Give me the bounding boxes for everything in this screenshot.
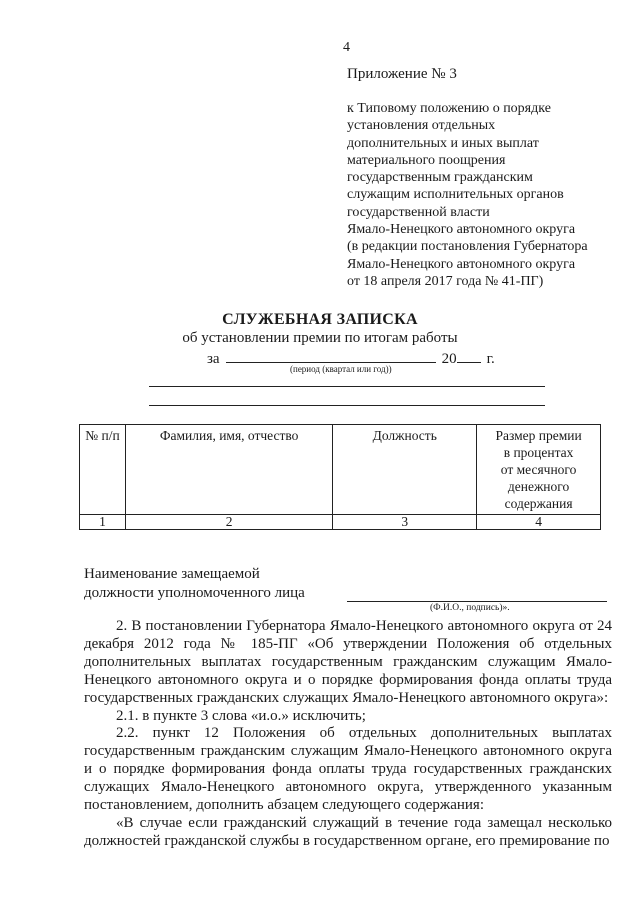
year-blank [457,348,481,363]
annex-line: Ямало-Ненецкого автономного округа [347,222,576,238]
header-bonus-percent: Размер премии в процентах от месячного денежного содержания [477,425,601,515]
signature-label-line: должности уполномоченного лица [84,585,305,601]
annex-title: Приложение № 3 [347,66,457,82]
paragraph: 2.1. в пункте 3 слова «и.о.» исключить; [116,707,366,724]
annex-line: (в редакции постановления Губернатора [347,239,588,255]
annex-line: Ямало-Ненецкого автономного округа [347,256,576,272]
za-prefix: за [207,351,220,367]
header-position: Должность [333,425,477,515]
annex-line: дополнительных и иных выплат [347,135,539,151]
paragraph: 2. В постановлении Губернатора Ямало-Ненецкого автономного округа от 24 декабря 2012 года № 185-ПГ «Об утверждении Положения об отдельных дополнительных выплатах государственным гражданским служащим Ямало-Ненецкого автономного округа и о порядке формирования фонда оплаты труда государственных гражданских служащих Ямало-Ненецкого автономного округа»: [84,618,612,706]
annex-reference [347,100,637,290]
signature-hint: (Ф.И.О., подпись)». [430,603,510,613]
annex-line: от 18 апреля 2017 года № 41-ПГ) [347,273,544,289]
annex-line: государственной власти [347,204,490,220]
page-number: 4 [343,40,350,55]
bonus-table [79,424,601,530]
blank-line-2 [149,405,545,406]
signature-label-line: Наименование замещаемой [84,566,260,582]
memo-title: СЛУЖЕБНАЯ ЗАПИСКА [222,311,418,328]
annex-line: служащим исполнительных органов [347,187,564,203]
paragraph: «В случае если гражданский служащий в течение года замещал несколько должностей гражданской службы в государственном органе, его премирование по [84,814,612,849]
period-blank [226,348,436,363]
signature-label [84,565,305,603]
signature-line [347,601,607,602]
annex-line: материального поощрения [347,152,506,168]
annex-line: государственным гражданским [347,170,533,186]
header-full-name: Фамилия, имя, отчество [125,425,332,515]
table-row [80,515,601,530]
annex-line: к Типовому положению о порядке [347,101,551,116]
paragraph: 2.2. пункт 12 Положения об отдельных дополнительных выплатах государственным гражданским служащим Ямало-Ненецкого автономного округа и о порядке формирования фонда оплаты труда государственных гражданских служащих Ямало-Ненецкого автономного округа, утвержденного указанным постановлением, дополнить абзацем следующего содержания: [84,725,612,814]
header-number: № п/п [80,425,126,515]
body-text [84,618,612,851]
table-cell: 1 [80,515,126,530]
memo-subtitle: об установлении премии по итогам работы [182,330,458,346]
blank-line-1 [149,386,545,387]
year-suffix: г. [486,351,495,367]
year-prefix: 20 [441,351,457,367]
table-cell: 4 [477,515,601,530]
period-hint: (период (квартал или год)) [290,364,392,374]
annex-line: установления отдельных [347,118,496,134]
table-cell: 2 [125,515,332,530]
table-header-row [80,425,601,515]
table-cell: 3 [333,515,477,530]
